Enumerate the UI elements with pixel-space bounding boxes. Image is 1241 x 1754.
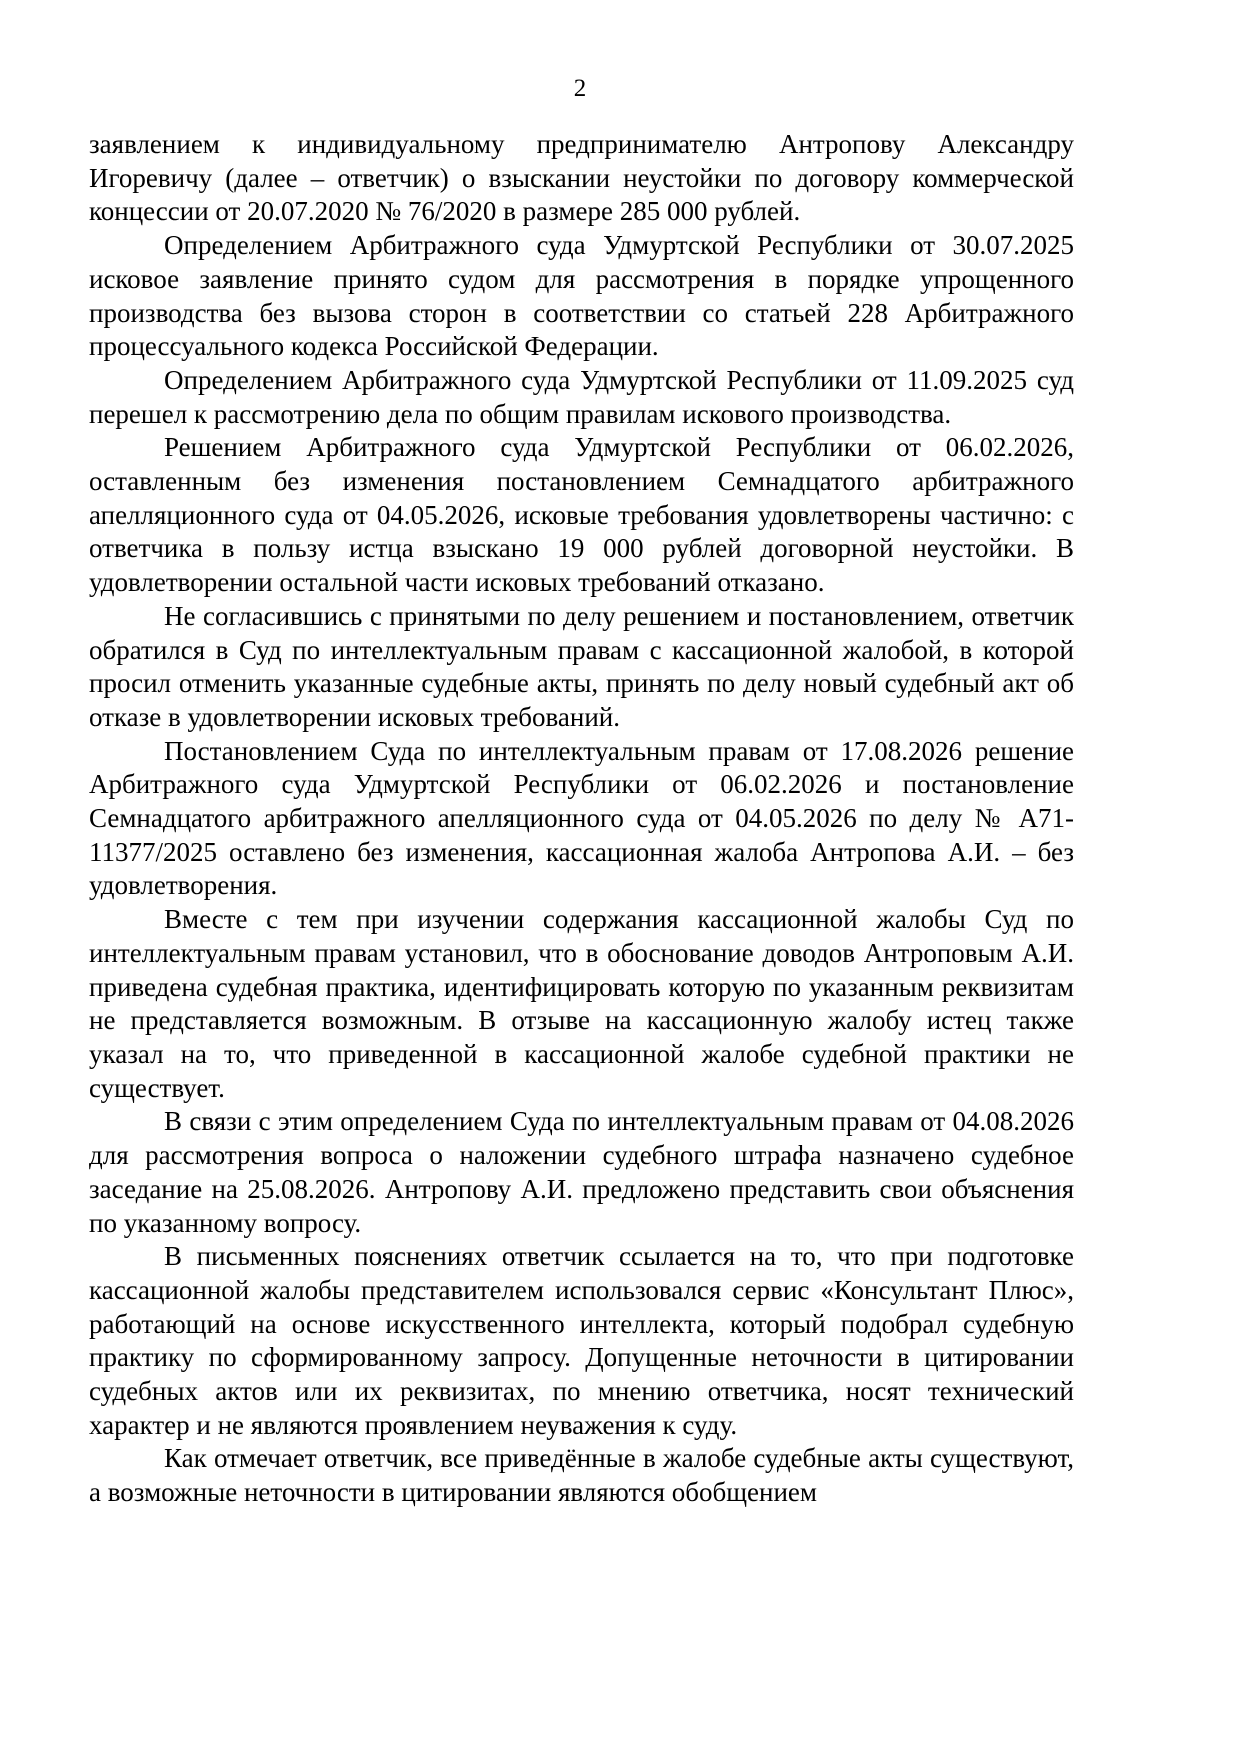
paragraph-cassation-ruling: Постановлением Суда по интеллектуальным правам от 17.08.2026 решение Арбитражного суда Удмуртской Республики от 06.02.2026 и постановление Семнадцатого арбитражного апелляционного суда от 04.05.2026 по делу № А71-11377/2025 оставлено без изменения, кассационная жалоба Антропова А.И. – без удовлетворения. [89,735,1074,901]
paragraph-defendant-explanation: В письменных пояснениях ответчик ссылается на то, что при подготовке кассационной жалобы представителем использовался сервис «Консультант Плюс», работающий на основе искусственного интеллекта, который подобрал судебную практику по сформированному запросу. Допущенные неточности в цитировании судебных актов или их реквизитах, по мнению ответчика, носят технический характер и не являются проявлением неуважения к суду. [89,1241,1074,1440]
paragraph-continued: заявлением к индивидуальному предпринимателю Антропову Александру Игоревичу (далее – ответчик) о взыскании неустойки по договору коммерческой концессии от 20.07.2020 № 76/2020 в размере 285 000 рублей. [89,129,1074,227]
paragraph-defendant-position: Как отмечает ответчик, все приведённые в жалобе судебные акты существуют, а возможные неточности в цитировании являются обобщением [89,1443,1074,1508]
paragraph-first-instance-decision: Решением Арбитражного суда Удмуртской Республики от 06.02.2026, оставленным без изменения постановлением Семнадцатого арбитражного апелляционного суда от 04.05.2026, исковые требования удовлетворены частично: с ответчика в пользу истца взыскано 19 000 рублей договорной неустойки. В удовлетворении остальной части исковых требований отказано. [89,432,1074,598]
paragraph-case-law-issue: Вместе с тем при изучении содержания кассационной жалобы Суд по интеллектуальным правам установил, что в обоснование доводов Антроповым А.И. приведена судебная практика, идентифицировать которую по указанным реквизитам не представляется возможным. В отзыве на кассационную жалобу истец также указал на то, что приведенной в кассационной жалобе судебной практики не существует. [89,904,1074,1103]
page-number: 2 [573,75,587,102]
paragraph-acceptance-ruling: Определением Арбитражного суда Удмуртской Республики от 30.07.2025 исковое заявление принято судом для рассмотрения в порядке упрощенного производства без вызова сторон в соответствии со статьей 228 Арбитражного процессуального кодекса Российской Федерации. [89,230,1074,362]
paragraph-cassation-appeal: Не согласившись с принятыми по делу решением и постановлением, ответчик обратился в Суд по интеллектуальным правам с кассационной жалобой, в которой просил отменить указанные судебные акты, принять по делу новый судебный акт об отказе в удовлетворении исковых требований. [89,600,1074,732]
paragraph-fine-hearing: В связи с этим определением Суда по интеллектуальным правам от 04.08.2026 для рассмотрения вопроса о наложении судебного штрафа назначено судебное заседание на 25.08.2026. Антропову А.И. предложено представить свои объяснения по указанному вопросу. [89,1106,1074,1238]
paragraph-transition-ruling: Определением Арбитражного суда Удмуртской Республики от 11.09.2025 суд перешел к рассмотрению дела по общим правилам искового производства. [89,364,1074,429]
document-body [89,128,1074,1510]
